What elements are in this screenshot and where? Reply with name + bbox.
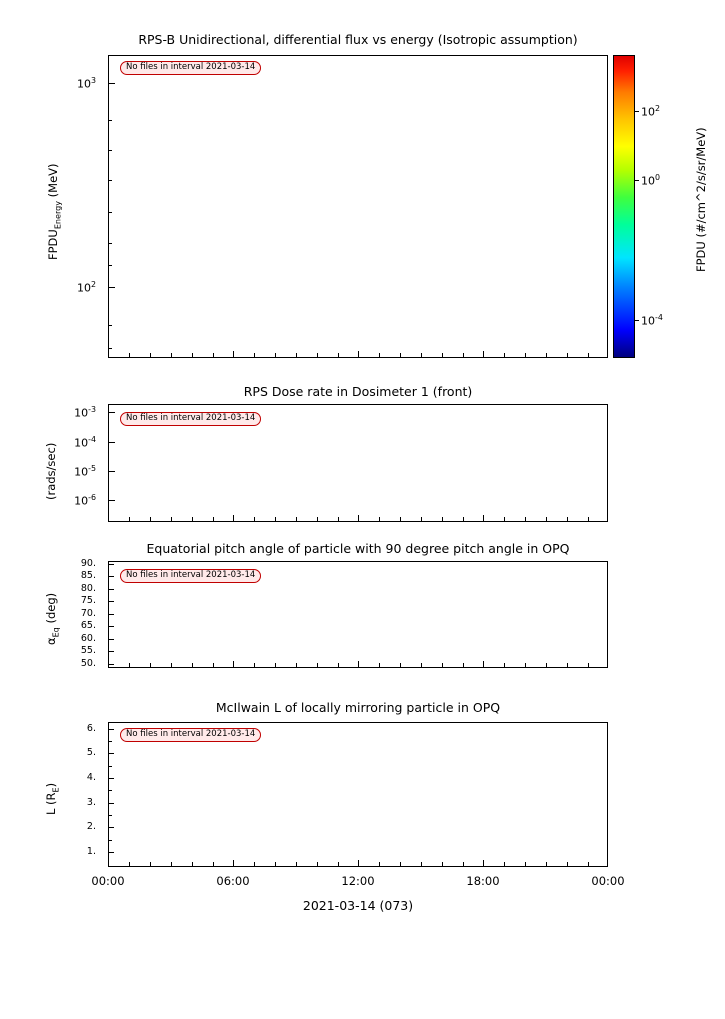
panel-1-xtick-13 <box>358 351 359 358</box>
panel-1-ytick-label-2: $10^2$ <box>76 280 96 295</box>
panel-4-ytick-label-4: 3. <box>86 797 96 808</box>
panel-2-xtick-6 <box>213 517 214 522</box>
panel-2-xtick-15 <box>400 517 401 522</box>
panel-1-xtick-18 <box>463 353 464 358</box>
panel-4-xtick-1 <box>108 860 109 867</box>
panel-4-title: McIlwain L of locally mirroring particle in OPQ <box>215 700 501 715</box>
panel-4-xtick-19 <box>483 860 484 867</box>
panel-2-ytick-label-4: $10^{-6}$ <box>74 493 96 508</box>
panel-4-xtick-6 <box>213 862 214 867</box>
panel-4-ylabel: L $(R_E)$ <box>44 782 61 815</box>
panel-4-xtick-5 <box>192 862 193 867</box>
panel-3-title: Equatorial pitch angle of particle with 90 degree pitch angle in OPQ <box>146 541 570 556</box>
panel-4-ytick-minor-2 <box>108 766 112 767</box>
panel-2-xtick-11 <box>317 517 318 522</box>
panel-2-xtick-22 <box>546 517 547 522</box>
panel-4-axes <box>108 722 608 867</box>
panel-4-ytick-minor-4 <box>108 815 112 816</box>
panel-4-ytick-label-5: 2. <box>86 821 96 832</box>
panel-2-xtick-4 <box>171 517 172 522</box>
panel-3-xtick-14 <box>379 663 380 668</box>
colorbar-tick-2 <box>635 180 639 181</box>
panel-1-xtick-24 <box>588 353 589 358</box>
xtick-label-1: 00:00 <box>91 874 125 888</box>
panel-4-xtick-4 <box>171 862 172 867</box>
panel-2-xtick-23 <box>567 517 568 522</box>
panel-2-xtick-5 <box>192 517 193 522</box>
panel-1-axes <box>108 55 608 358</box>
panel-1-xtick-17 <box>442 353 443 358</box>
panel-4-xtick-13 <box>358 860 359 867</box>
panel-3-ytick-label-9: 50. <box>80 658 96 669</box>
panel-3-ytick-label-6: 65. <box>80 620 96 631</box>
panel-3-xtick-2 <box>129 663 130 668</box>
colorbar-label-3: $10^{-4}$ <box>641 313 663 328</box>
panel-1-xtick-8 <box>254 353 255 358</box>
panel-1-xtick-14 <box>379 353 380 358</box>
colorbar-title: FPDU (#/cm^2/s/sr/MeV) <box>694 127 708 272</box>
panel-3-xtick-6 <box>213 663 214 668</box>
panel-3-xtick-23 <box>567 663 568 668</box>
panel-4-xtick-23 <box>567 862 568 867</box>
panel-2-xtick-3 <box>150 517 151 522</box>
panel-3-xtick-4 <box>171 663 172 668</box>
panel-3-xtick-3 <box>150 663 151 668</box>
panel-1-xtick-20 <box>504 353 505 358</box>
panel-4-xtick-15 <box>400 862 401 867</box>
panel-1-xtick-16 <box>421 353 422 358</box>
panel-1-xtick-1 <box>108 351 109 358</box>
panel-1-ytick-minor-6 <box>108 265 112 266</box>
panel-1-xtick-5 <box>192 353 193 358</box>
panel-1-xtick-4 <box>171 353 172 358</box>
panel-3-xtick-24 <box>588 663 589 668</box>
panel-1-xtick-15 <box>400 353 401 358</box>
panel-2-xtick-8 <box>254 517 255 522</box>
panel-3-ytick-label-3: 80. <box>80 583 96 594</box>
panel-3-xtick-16 <box>421 663 422 668</box>
panel-3-ytick-1 <box>108 564 114 565</box>
panel-3-xtick-11 <box>317 663 318 668</box>
panel-1-ylabel: $FPDU_{Energy}$ (MeV) <box>46 163 63 260</box>
panel-3-ytick-label-1: 90. <box>80 558 96 569</box>
panel-3-ytick-label-4: 75. <box>80 595 96 606</box>
panel-4-ytick-2 <box>108 753 114 754</box>
panel-3-xtick-5 <box>192 663 193 668</box>
panel-2-ylabel: (rads/sec) <box>44 442 58 500</box>
panel-4-xtick-14 <box>379 862 380 867</box>
panel-1-ytick-minor-7 <box>108 325 112 326</box>
panel-4-ytick-label-3: 4. <box>86 772 96 783</box>
panel-3-ytick-5 <box>108 614 114 615</box>
panel-2-xtick-18 <box>463 517 464 522</box>
panel-3-xtick-10 <box>296 663 297 668</box>
panel-3-xtick-8 <box>254 663 255 668</box>
panel-1-xtick-11 <box>317 353 318 358</box>
panel-1-ytick-label-1: $10^3$ <box>76 76 96 91</box>
panel-4-ytick-5 <box>108 827 114 828</box>
panel-4-ytick-4 <box>108 803 114 804</box>
panel-2-xtick-7 <box>233 515 234 522</box>
panel-1-ytick-minor-3 <box>108 180 112 181</box>
panel-4-ytick-3 <box>108 778 114 779</box>
panel-3-xtick-17 <box>442 663 443 668</box>
panel-4-xtick-21 <box>525 862 526 867</box>
panel-4-xtick-9 <box>275 862 276 867</box>
xaxis-label: 2021-03-14 (073) <box>302 898 414 913</box>
xtick-label-2: 06:00 <box>216 874 250 888</box>
panel-3-ylabel: $\alpha_{Eq}$ (deg) <box>44 592 61 645</box>
panel-1-xtick-22 <box>546 353 547 358</box>
panel-1-ytick-minor-1 <box>108 120 112 121</box>
panel-4-xtick-18 <box>463 862 464 867</box>
panel-4-ytick-6 <box>108 852 114 853</box>
panel-2-ytick-1 <box>108 412 115 413</box>
panel-2-xtick-13 <box>358 515 359 522</box>
panel-2-ytick-4 <box>108 500 115 501</box>
panel-3-xtick-21 <box>525 663 526 668</box>
panel-4-xtick-20 <box>504 862 505 867</box>
panel-3-ytick-6 <box>108 626 114 627</box>
panel-3-xtick-20 <box>504 663 505 668</box>
panel-3-ytick-3 <box>108 589 114 590</box>
panel-4-xtick-11 <box>317 862 318 867</box>
panel-3-ytick-label-7: 60. <box>80 633 96 644</box>
panel-2-xtick-12 <box>338 517 339 522</box>
panel-1-ytick-minor-2 <box>108 150 112 151</box>
panel-4-xtick-10 <box>296 862 297 867</box>
panel-1-ytick-minor-4 <box>108 212 112 213</box>
panel-4-xtick-3 <box>150 862 151 867</box>
panel-2-ytick-label-1: $10^{-3}$ <box>74 405 96 420</box>
panel-4-ytick-minor-3 <box>108 790 112 791</box>
panel-3-ytick-2 <box>108 576 114 577</box>
panel-3-ytick-label-2: 85. <box>80 570 96 581</box>
panel-1-nodata-badge: No files in interval 2021-03-14 <box>120 61 261 75</box>
panel-4-ytick-minor-1 <box>108 741 112 742</box>
panel-4-xtick-2 <box>129 862 130 867</box>
panel-2-xtick-14 <box>379 517 380 522</box>
panel-1-xtick-23 <box>567 353 568 358</box>
panel-4-ytick-minor-5 <box>108 840 112 841</box>
panel-4-xtick-22 <box>546 862 547 867</box>
panel-2-xtick-24 <box>588 517 589 522</box>
colorbar <box>613 55 635 358</box>
panel-4-xtick-16 <box>421 862 422 867</box>
colorbar-tick-3 <box>635 320 639 321</box>
panel-1-ytick-1 <box>108 83 115 84</box>
panel-4-nodata-badge: No files in interval 2021-03-14 <box>120 728 261 742</box>
panel-2-ytick-label-3: $10^{-5}$ <box>74 464 96 479</box>
panel-1-xtick-10 <box>296 353 297 358</box>
panel-3-nodata-badge: No files in interval 2021-03-14 <box>120 569 261 583</box>
panel-2-xtick-21 <box>525 517 526 522</box>
panel-3-xtick-1 <box>108 661 109 668</box>
panel-2-xtick-10 <box>296 517 297 522</box>
xtick-label-3: 12:00 <box>341 874 375 888</box>
panel-4-xtick-17 <box>442 862 443 867</box>
panel-1-xtick-21 <box>525 353 526 358</box>
panel-2-xtick-9 <box>275 517 276 522</box>
panel-1-ytick-2 <box>108 287 115 288</box>
panel-2-title: RPS Dose rate in Dosimeter 1 (front) <box>243 384 473 399</box>
panel-1-ytick-minor-5 <box>108 243 112 244</box>
panel-2-ytick-2 <box>108 442 115 443</box>
colorbar-label-2: $10^0$ <box>641 173 661 188</box>
panel-4-xtick-24 <box>588 862 589 867</box>
panel-3-xtick-7 <box>233 661 234 668</box>
panel-4-xtick-7 <box>233 860 234 867</box>
panel-3-ytick-7 <box>108 639 114 640</box>
panel-3-xtick-22 <box>546 663 547 668</box>
panel-2-xtick-1 <box>108 515 109 522</box>
panel-3-xtick-13 <box>358 661 359 668</box>
panel-4-ytick-1 <box>108 729 114 730</box>
panel-1-title: RPS-B Unidirectional, differential flux vs energy (Isotropic assumption) <box>138 32 578 47</box>
panel-2-xtick-2 <box>129 517 130 522</box>
panel-1-xtick-12 <box>338 353 339 358</box>
panel-1-xtick-3 <box>150 353 151 358</box>
panel-3-ytick-label-8: 55. <box>80 645 96 656</box>
panel-4-xtick-12 <box>338 862 339 867</box>
panel-2-nodata-badge: No files in interval 2021-03-14 <box>120 412 261 426</box>
xtick-label-5: 00:00 <box>591 874 625 888</box>
panel-2-xtick-19 <box>483 515 484 522</box>
colorbar-label-1: $10^2$ <box>641 104 661 119</box>
panel-3-xtick-9 <box>275 663 276 668</box>
panel-4-ytick-label-6: 1. <box>86 846 96 857</box>
panel-1-xtick-9 <box>275 353 276 358</box>
panel-2-xtick-16 <box>421 517 422 522</box>
panel-1-ytick-minor-8 <box>108 348 112 349</box>
panel-4-xtick-8 <box>254 862 255 867</box>
panel-3-xtick-19 <box>483 661 484 668</box>
panel-1-xtick-7 <box>233 351 234 358</box>
panel-2-ytick-label-2: $10^{-4}$ <box>74 435 96 450</box>
colorbar-tick-1 <box>635 111 639 112</box>
panel-3-ytick-label-5: 70. <box>80 608 96 619</box>
panel-1-xtick-19 <box>483 351 484 358</box>
panel-4-ytick-label-1: 6. <box>86 723 96 734</box>
panel-2-xtick-20 <box>504 517 505 522</box>
panel-2-ytick-3 <box>108 471 115 472</box>
panel-3-xtick-18 <box>463 663 464 668</box>
panel-3-xtick-12 <box>338 663 339 668</box>
panel-3-ytick-4 <box>108 601 114 602</box>
xtick-label-4: 18:00 <box>466 874 500 888</box>
panel-2-xtick-17 <box>442 517 443 522</box>
panel-1-xtick-2 <box>129 353 130 358</box>
panel-4-ytick-label-2: 5. <box>86 747 96 758</box>
panel-3-xtick-15 <box>400 663 401 668</box>
panel-3-ytick-8 <box>108 651 114 652</box>
panel-1-xtick-6 <box>213 353 214 358</box>
